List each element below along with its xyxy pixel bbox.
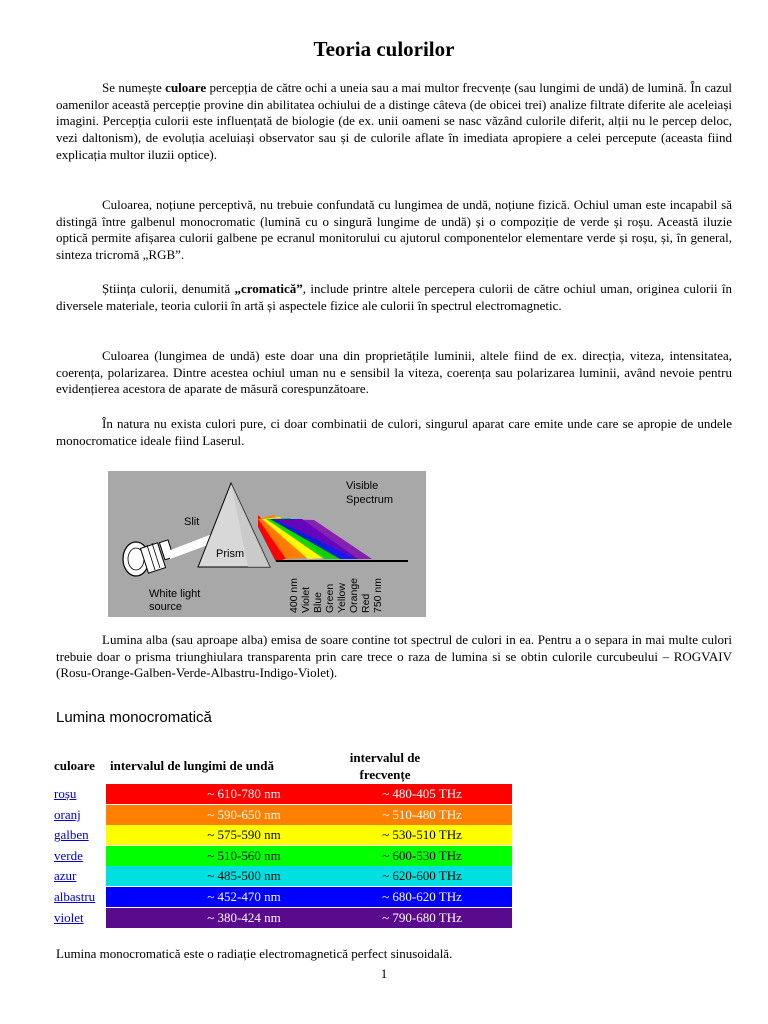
frequency-cell: ~ 480-405 THz [382,786,462,801]
frequency-cell: ~ 530-510 THz [382,827,462,843]
spectrum-label-green: Green [324,583,336,613]
frequency-cell: ~ 510-480 THz [382,806,462,822]
white-light-label: White light [149,588,201,600]
wavelength-cell: ~ 610-780 nm [207,786,281,801]
prism-label: Prism [216,548,245,560]
paragraph-definition: Se numește culoare percepția de către ochi a uneia sau a mai multor frecvențe (sau lungimi de undă) de lumină. În cazul oamenilor această percepție provine din abilitatea ochiului de a distinge câteva (de obicei trei) analize filtrate diferite ale aceleiași imagini. Percepția culorii este influențată de biologie (de ex. unii oameni se nasc văzând culorile diferit, alții nu le percep deloc, vezi daltonism), de evoluția aceluiași observator sau și de culorile aflate în imediata apropiere a celei percepute (aceasta fiind explicația multor iluzii optice). [56,80,732,162]
spectrum-label-yellow: Yellow [336,583,348,613]
table-row [54,805,460,825]
color-link[interactable]: galben [54,827,89,843]
color-link[interactable]: verde [54,847,83,863]
frequency-cell: ~ 620-600 THz [382,868,462,884]
prism-spectrum-figure [108,471,426,617]
table-row [54,784,460,804]
frequency-cell: ~ 600-530 THz [382,847,462,863]
paragraph-perception: Culoarea, noțiune perceptivă, nu trebuie confundată cu lungimea de undă, noțiune fizică. Ochiul uman este incapabil să distingă între galbenul monocromatic (lumină cu o singură lungime de undă) și o compoziție de verde și roșu. Această iluzie optică permite afișarea culorii galbene pe ecranul monitorului cu ajutorul componentelor elementare verde și roșu, și, în general, sinteza tricromă „RGB”. [56,197,732,263]
paragraph-laser: În natura nu exista culori pure, ci doar combinatii de culori, singurul aparat care emite unde care se apropie de undele monocromatice ideale fiind Laserul. [56,416,732,448]
frequency-cell: ~ 790-680 THz [382,909,462,925]
wavelength-cell: ~ 485-500 nm [207,868,281,884]
term-cromatica: „cromatică” [234,281,303,296]
table-row [54,846,460,866]
spectrum-label-orange: Orange [348,577,360,613]
footer-text: Lumina monocromatică este o radiație electromagnetică perfect sinusoidală. [56,946,453,961]
color-link[interactable]: albastru [54,889,96,904]
frequency-cell: ~ 680-620 THz [382,889,462,904]
spectrum-label-violet: Violet [300,586,312,613]
spectrum-label-blue: Blue [312,591,324,613]
light-source-icon [123,542,166,576]
wavelength-cell: ~ 380-424 nm [207,909,281,925]
slit-label: Slit [184,516,200,528]
table-row [54,887,460,907]
paragraph-cromatica: Știința culorii, denumită „cromatică”, include printre altele percepera culorii de către ochiul uman, originea culorii în diversele materiale, teoria culorii în artă și aspectele fizice ale culorii în spectrul electromagnetic. [56,281,732,313]
color-link[interactable]: azur [54,868,77,884]
spectrum-label-750nm: 750 nm [372,577,384,613]
table-row [54,825,460,845]
table-row [54,866,460,886]
table-row [54,908,460,928]
visible-spectrum-label: Visible [346,480,379,492]
visible-spectrum-label-2: Spectrum [346,494,394,506]
spectrum-label-400nm: 400 nm [288,577,300,613]
color-link[interactable]: oranj [54,806,81,822]
paragraph-white-light: Lumina alba (sau aproape alba) emisa de soare contine tot spectrul de culori in ea. Pentru a o separa in mai multe culori trebuie doar o prisma triunghiulara transparenta prin care trece o raza de lumina si se obtin culorile curcubeului – ROGVAIV (Rosu-Orange-Galben-Verde-Albastru-Indigo-Violet). [56,632,732,681]
term-culoare: culoare [165,80,207,95]
wavelength-cell: ~ 452-470 nm [207,889,281,904]
section-heading-monochromatic: Lumina monocromatică [56,709,212,726]
page-number: 1 [380,966,388,981]
wavelength-cell: ~ 510-560 nm [207,847,281,863]
page-title: Teoria culorilor [313,37,455,61]
table-header-frequency: intervalul de frecvențe [349,750,421,782]
wavelength-cell: ~ 590-650 nm [207,806,281,822]
table-header-color: culoare [54,758,95,773]
white-light-label-2: source [149,601,183,613]
color-link[interactable]: violet [54,909,84,925]
table-header-wavelength: intervalul de lungimi de undă [110,758,274,773]
wavelength-cell: ~ 575-590 nm [207,827,281,843]
spectrum-label-red: Red [360,593,372,613]
color-link[interactable]: roșu [54,786,77,801]
paragraph-properties: Culoarea (lungimea de undă) este doar una din proprietățile luminii, altele fiind de ex. direcția, viteza, intensitatea, coerența, polarizarea. Dintre acestea ochiul uman nu e sensibil la viteza, coerența sau polarizarea luminii, având nevoie pentru evidențierea acestora de aparate de măsură corespunzătoare. [56,348,732,397]
